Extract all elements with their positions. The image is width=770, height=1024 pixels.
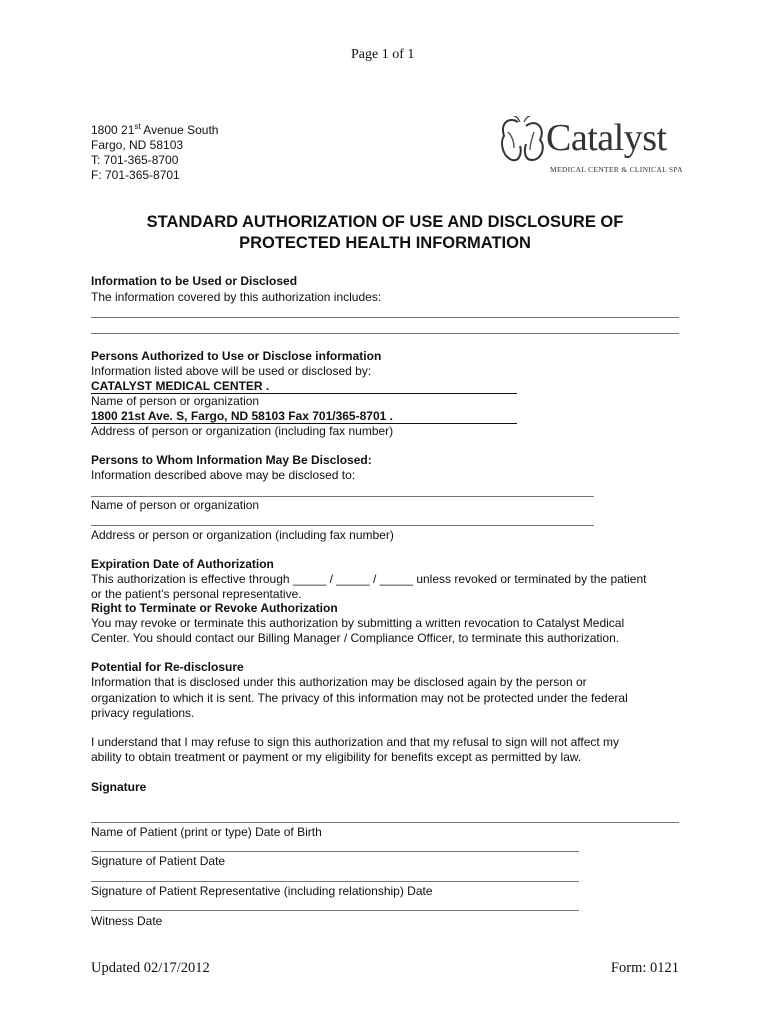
patient-name-label: Name of Patient (print or type) Date of Birth — [91, 825, 322, 839]
recipients-address-label: Address or person or organization (including fax number) — [91, 528, 394, 542]
address-street-suffix: Avenue South — [140, 123, 219, 137]
authorized-address-value[interactable]: 1800 21st Ave. S, Fargo, ND 58103 Fax 701/365-8701 . — [91, 409, 393, 423]
redisclosure-line2: organization to which it is sent. The privacy of this information may not be protected under the federal — [91, 691, 628, 705]
logo-tagline: MEDICAL CENTER & CLINICAL SPA — [550, 165, 683, 174]
patient-signature-line[interactable] — [91, 851, 579, 852]
representative-signature-line[interactable] — [91, 881, 579, 882]
info-line-2[interactable] — [91, 333, 679, 334]
address-phone: T: 701-365-8700 — [91, 153, 179, 167]
authorized-name-label: Name of person or organization — [91, 394, 260, 408]
understand-line2: ability to obtain treatment or payment or my eligibility for benefits except as permitted by law. — [91, 750, 582, 764]
authorized-name-value[interactable]: CATALYST MEDICAL CENTER . — [91, 379, 270, 393]
butterfly-icon — [496, 116, 548, 166]
authorized-address-label: Address of person or organization (including fax number) — [91, 424, 394, 438]
witness-label: Witness Date — [91, 914, 163, 928]
address-street — [91, 123, 218, 138]
recipients-name-line[interactable] — [91, 496, 594, 497]
recipients-text: Information described above may be disclosed to: — [91, 468, 356, 482]
redisclosure-heading: Potential for Re-disclosure — [91, 660, 244, 674]
revoke-line2: Center. You should contact our Billing Manager / Compliance Officer, to terminate this authorization. — [91, 631, 620, 645]
recipients-name-label: Name of person or organization — [91, 498, 260, 512]
expiration-line2: or the patient’s personal representative. — [91, 587, 302, 601]
address-street-prefix: 1800 21 — [91, 123, 135, 137]
address-fax: F: 701-365-8701 — [91, 168, 180, 182]
catalyst-logo — [496, 114, 683, 178]
revoke-heading: Right to Terminate or Revoke Authorization — [91, 601, 338, 615]
address-city: Fargo, ND 58103 — [91, 138, 184, 152]
expiration-line1[interactable]: This authorization is effective through _____ / _____ / _____ unless revoked or terminated by the patient — [91, 572, 647, 586]
footer-updated: Updated 02/17/2012 — [91, 960, 210, 976]
footer-form-number: Form: 0121 — [610, 960, 679, 976]
expiration-heading: Expiration Date of Authorization — [91, 557, 274, 571]
patient-name-line[interactable] — [91, 822, 679, 823]
address-street-sup: st — [134, 122, 141, 131]
recipients-address-line[interactable] — [91, 525, 594, 526]
document-title-line2: PROTECTED HEALTH INFORMATION — [239, 234, 531, 252]
info-text: The information covered by this authorization includes: — [91, 290, 382, 304]
revoke-line1: You may revoke or terminate this authorization by submitting a written revocation to Catalyst Medical — [91, 616, 625, 630]
recipients-heading: Persons to Whom Information May Be Disclosed: — [91, 453, 372, 467]
authorized-heading: Persons Authorized to Use or Disclose information — [91, 349, 382, 363]
representative-signature-label: Signature of Patient Representative (including relationship) Date — [91, 884, 433, 898]
page-number: Page 1 of 1 — [351, 47, 415, 62]
document-title-line1: STANDARD AUTHORIZATION OF USE AND DISCLOSURE OF — [146, 213, 624, 231]
logo-name: Catalyst — [546, 117, 667, 159]
patient-signature-label: Signature of Patient Date — [91, 854, 226, 868]
authorized-text: Information listed above will be used or disclosed by: — [91, 364, 372, 378]
signature-heading: Signature — [91, 780, 147, 794]
info-line-1[interactable] — [91, 317, 679, 318]
witness-line[interactable] — [91, 910, 579, 911]
redisclosure-line3: privacy regulations. — [91, 706, 195, 720]
understand-line1: I understand that I may refuse to sign this authorization and that my refusal to sign will not affect my — [91, 735, 620, 749]
info-heading: Information to be Used or Disclosed — [91, 274, 298, 288]
redisclosure-line1: Information that is disclosed under this authorization may be disclosed again by the person or — [91, 675, 587, 689]
